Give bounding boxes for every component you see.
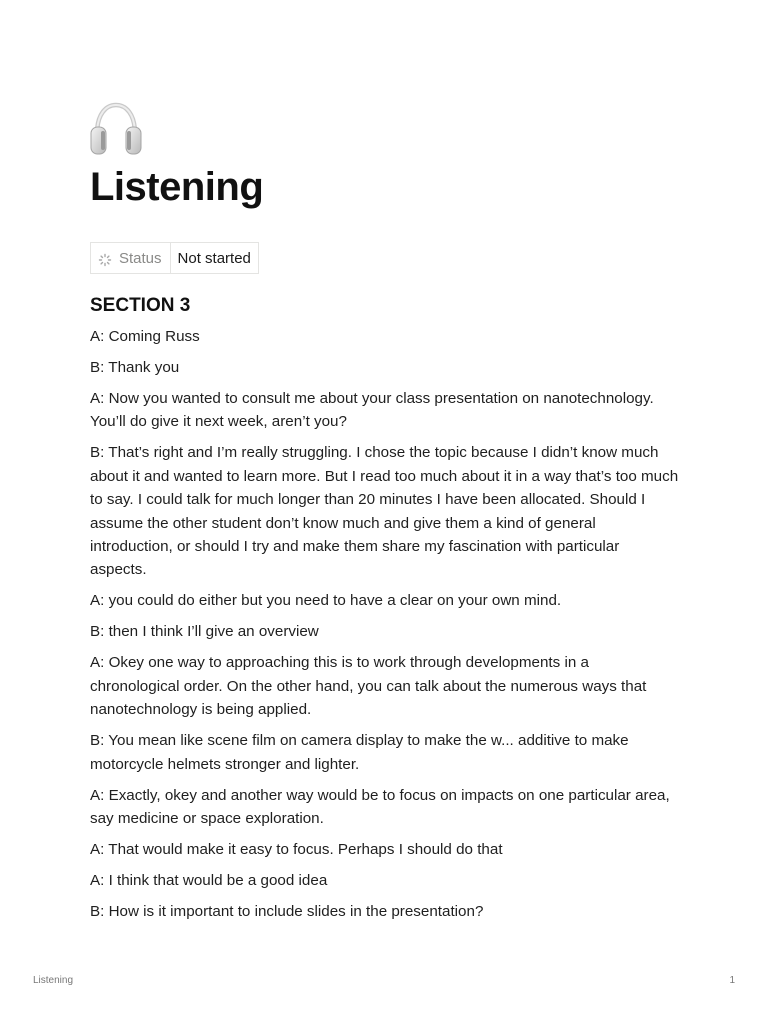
footer-page-number: 1 [729, 975, 735, 986]
status-value[interactable]: Not started [177, 249, 251, 267]
status-property-name [91, 243, 171, 273]
transcript-line: B: That’s right and I’m really struggling. I chose the topic because I didn’t know much about it and wanted to learn more. But I read too much about it in a way that’s too much to say. I could talk for much longer than 20 minutes I have been allocated. Should I assume the other student don’t know much and give them a kind of general introduction, or should I try and make them share my fascination with particular aspects. [90, 444, 679, 579]
transcript-line: A: Now you wanted to consult me about your class presentation on nanotechnology. You’ll do give it next week, aren’t you? [90, 390, 654, 431]
transcript-line: B: You mean like scene film on camera display to make the w... additive to make motorcycle helmets stronger and lighter. [90, 732, 629, 773]
headphones-icon [90, 102, 142, 156]
section-heading: SECTION 3 [90, 295, 191, 316]
transcript-line: A: Okey one way to approaching this is to work through developments in a chronological order. On the other hand, you can talk about the numerous ways that nanotechnology is being applied. [90, 654, 647, 719]
transcript-line: A: you could do either but you need to have a clear on your own mind. [90, 592, 562, 610]
transcript-line: A: I think that would be a good idea [90, 872, 328, 890]
transcript-line: A: Coming Russ [90, 328, 200, 345]
transcript-line: A: That would make it easy to focus. Perhaps I should do that [90, 841, 503, 859]
page-title: Listening [90, 165, 264, 209]
transcript [90, 325, 680, 931]
status-label: Status [119, 249, 162, 267]
transcript-line: B: Thank you [90, 359, 180, 376]
transcript-line: B: How is it important to include slides in the presentation? [90, 903, 484, 921]
footer-document-title: Listening [33, 975, 74, 986]
loading-spinner-icon [98, 253, 112, 267]
transcript-line: A: Exactly, okey and another way would be to focus on impacts on one particular area, say medicine or space exploration. [90, 786, 670, 828]
transcript-line: B: then I think I’ll give an overview [90, 623, 319, 641]
properties-table [90, 242, 259, 274]
